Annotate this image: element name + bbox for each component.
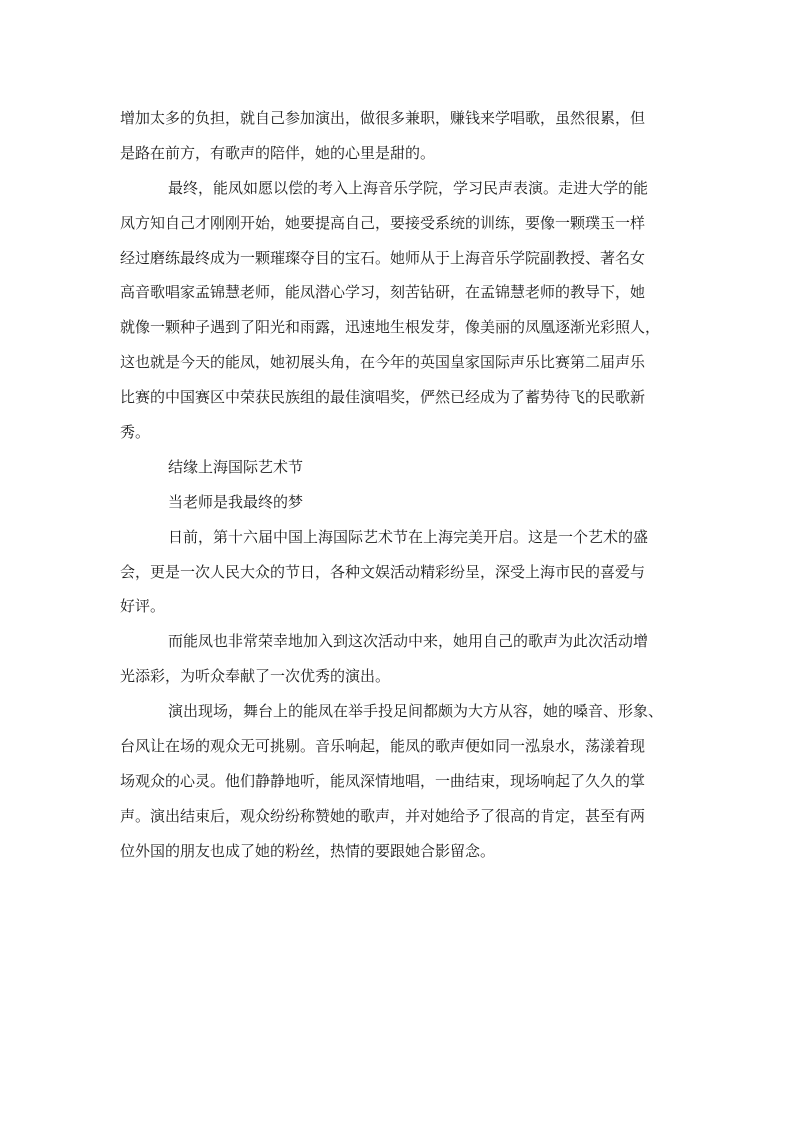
text-line: 经过磨练最终成为一颗璀璨夺目的宝石。她师从于上海音乐学院副教授、著名女 <box>120 248 646 267</box>
text-line: 光添彩，为听众奉献了一次优秀的演出。 <box>120 667 391 686</box>
text-line: 好评。 <box>120 597 166 616</box>
text-line: 声。演出结束后，观众纷纷称赞她的歌声，并对她给予了很高的肯定，甚至有两 <box>120 806 646 825</box>
text-line: 是路在前方，有歌声的陪伴，她的心里是甜的。 <box>120 143 436 162</box>
text-line: 高音歌唱家孟锦慧老师，能凤潜心学习，刻苦钻研，在孟锦慧老师的教导下，她 <box>120 283 646 302</box>
paragraph-start-line: 而能凤也非常荣幸地加入到这次活动中来，她用自己的歌声为此次活动增 <box>168 632 649 651</box>
text-line: 就像一颗种子遇到了阳光和雨露，迅速地生根发芽，像美丽的凤凰逐渐光彩照人， <box>120 318 661 337</box>
paragraph-start-line: 最终，能凤如愿以偿的考入上海音乐学院，学习民声表演。走进大学的能 <box>168 178 649 197</box>
text-line: 比赛的中国赛区中荣获民族组的最佳演唱奖，俨然已经成为了蓄势待飞的民歌新 <box>120 388 646 407</box>
text-line: 秀。 <box>120 423 151 442</box>
text-line: 位外国的朋友也成了她的粉丝，热情的要跟她合影留念。 <box>120 841 496 860</box>
text-line: 台风让在场的观众无可挑剔。音乐响起，能凤的歌声便如同一泓泉水，荡漾着现 <box>120 737 646 756</box>
text-line: 这也就是今天的能凤，她初展头角，在今年的英国皇家国际声乐比赛第二届声乐 <box>120 353 646 372</box>
paragraph-start-line: 演出现场，舞台上的能凤在举手投足间都颇为大方从容，她的嗓音、形象、 <box>168 702 664 721</box>
text-line: 会，更是一次人民大众的节日，各种文娱活动精彩纷呈，深受上海市民的喜爱与 <box>120 562 646 581</box>
paragraph-start-line: 日前，第十六届中国上海国际艺术节在上海完美开启。这是一个艺术的盛 <box>168 527 649 546</box>
section-subheading-line: 当老师是我最终的梦 <box>168 492 304 511</box>
text-line: 增加太多的负担，就自己参加演出，做很多兼职，赚钱来学唱歌，虽然很累，但 <box>120 109 646 127</box>
article-body <box>120 101 680 869</box>
section-heading-line: 结缘上海国际艺术节 <box>168 457 304 476</box>
text-line: 场观众的心灵。他们静静地听，能凤深情地唱，一曲结束，现场响起了久久的掌 <box>120 771 646 790</box>
text-line: 凤方知自己才刚刚开始，她要提高自己，要接受系统的训练，要像一颗璞玉一样 <box>120 213 646 232</box>
